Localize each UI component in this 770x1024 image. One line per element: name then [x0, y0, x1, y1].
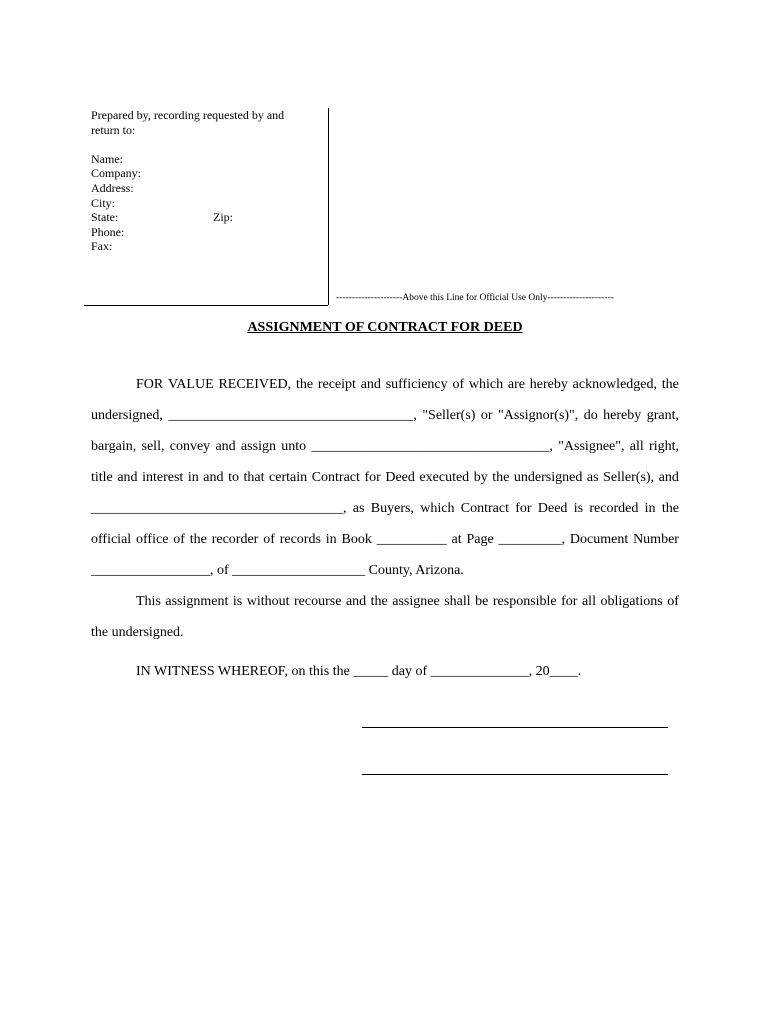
body-word: of: [173, 532, 185, 547]
body-word: and: [345, 594, 367, 609]
body-word: for: [364, 470, 381, 485]
body-word: the: [370, 594, 388, 609]
state-label: State:: [91, 210, 119, 225]
signature-line-1: [362, 727, 668, 728]
body-word: _________,: [498, 532, 566, 547]
body-word: official: [91, 532, 132, 547]
body-line-5: [91, 493, 679, 524]
body-word: without: [246, 594, 290, 609]
prepared-by-line1: Prepared by, recording requested by and: [91, 108, 285, 122]
body-word: in: [325, 532, 337, 547]
body-word: Book: [341, 532, 372, 547]
body-word: and: [658, 470, 679, 485]
body-word: all: [581, 594, 596, 609]
body-line-1: [91, 369, 679, 400]
body-word: Deed: [385, 470, 415, 485]
body-word: do: [583, 408, 598, 423]
body-word: as: [352, 501, 365, 516]
body-word: right,: [649, 439, 679, 454]
body-word: RECEIVED,: [218, 377, 292, 392]
body-line-2: [91, 400, 679, 431]
body-word: is: [573, 501, 584, 516]
official-use-note: ---------------------Above this Line for Official Use Only---------------------: [336, 293, 614, 303]
body-word: is: [232, 594, 243, 609]
body-line-3: [91, 431, 679, 462]
body-word: Number: [633, 532, 679, 547]
body-word: undersigned,: [91, 408, 163, 423]
body-word: which: [468, 377, 504, 392]
body-word: undersigned: [513, 470, 583, 485]
body-word: for: [561, 594, 578, 609]
body-word: to: [228, 470, 239, 485]
body-word: ___________________________________,: [168, 408, 417, 423]
address-label: Address:: [91, 180, 134, 195]
assignment-body: [91, 369, 679, 648]
body-word: hereby: [603, 408, 642, 423]
body-word: of: [263, 532, 275, 547]
prepared-by-line2: return to:: [91, 122, 136, 137]
body-word: records: [279, 532, 321, 547]
body-paragraph2-line-1: [91, 586, 679, 617]
body-word: title: [91, 470, 113, 485]
body-word: Buyers,: [370, 501, 414, 516]
zip-label: Zip:: [213, 210, 233, 225]
body-word: be: [475, 594, 489, 609]
body-word: hereby: [529, 377, 568, 392]
body-word: the: [295, 377, 314, 392]
body-word: "Seller(s): [422, 408, 476, 423]
name-label: Name:: [91, 151, 123, 166]
body-word: the: [189, 532, 207, 547]
body-word: as: [586, 470, 599, 485]
body-word: responsible: [492, 594, 557, 609]
body-word: recorder: [211, 532, 259, 547]
body-word: FOR: [136, 377, 164, 392]
body-line-4: [91, 462, 679, 493]
body-word: obligations: [600, 594, 663, 609]
body-word: acknowledged,: [572, 377, 657, 392]
body-word: recourse: [294, 594, 342, 609]
body-word: for: [515, 501, 532, 516]
body-word: assignee: [392, 594, 440, 609]
body-word: office: [136, 532, 169, 547]
body-word: "Assignor(s)",: [498, 408, 579, 423]
body-word: shall: [444, 594, 471, 609]
recording-info-block: [91, 108, 327, 298]
body-paragraph2-line-2: the undersigned.: [91, 625, 184, 640]
body-word: certain: [269, 470, 308, 485]
body-word: executed: [419, 470, 470, 485]
body-word: in: [644, 501, 656, 516]
body-word: assignment: [165, 594, 229, 609]
body-word: interest: [142, 470, 184, 485]
body-word: or: [480, 408, 493, 423]
body-word: Page: [466, 532, 494, 547]
state-zip-line: [91, 210, 327, 225]
witness-clause: IN WITNESS WHEREOF, on this the _____ day of ______________, 20____.: [136, 664, 582, 679]
body-word: This: [136, 594, 161, 609]
body-word: of: [452, 377, 465, 392]
body-word: the: [661, 377, 679, 392]
body-word: "Assignee",: [558, 439, 625, 454]
body-word: Seller(s),: [603, 470, 655, 485]
recording-block-vertical-divider: [328, 108, 329, 305]
body-word: at: [451, 532, 462, 547]
phone-label: Phone:: [91, 224, 125, 239]
body-word: of: [667, 594, 679, 609]
body-word: in: [187, 470, 199, 485]
body-word: which: [420, 501, 455, 516]
body-word: ____________________________________,: [91, 501, 347, 516]
body-word: sufficiency: [385, 377, 448, 392]
document-title: ASSIGNMENT OF CONTRACT FOR DEED: [247, 320, 523, 335]
body-word: Document: [569, 532, 629, 547]
body-word: Contract: [460, 501, 509, 516]
body-word: Contract: [311, 470, 360, 485]
body-word: assign: [240, 439, 276, 454]
body-word: convey: [169, 439, 211, 454]
body-word: unto: [281, 439, 307, 454]
city-label: City:: [91, 195, 116, 210]
body-word: recorded: [589, 501, 639, 516]
body-line-6: [91, 524, 679, 555]
body-word: VALUE: [168, 377, 214, 392]
body-word: the: [492, 470, 510, 485]
body-word: that: [243, 470, 265, 485]
body-word: the: [661, 501, 679, 516]
body-word: receipt: [317, 377, 356, 392]
body-word: and: [203, 470, 224, 485]
signature-line-2: [362, 774, 668, 775]
body-word: by: [473, 470, 488, 485]
fax-label: Fax:: [91, 239, 113, 254]
body-word: and: [215, 439, 236, 454]
body-word: grant,: [646, 408, 679, 423]
body-word: and: [360, 377, 381, 392]
body-word: sell,: [141, 439, 165, 454]
body-word: are: [507, 377, 525, 392]
body-word: __________________________________,: [311, 439, 553, 454]
recording-block-horizontal-divider: [84, 305, 328, 306]
body-word: and: [117, 470, 138, 485]
body-word: Deed: [537, 501, 568, 516]
company-label: Company:: [91, 166, 141, 181]
body-line-7: _________________, of ___________________ County, Arizona.: [91, 563, 464, 578]
body-word: __________: [376, 532, 447, 547]
body-word: all: [629, 439, 644, 454]
body-word: bargain,: [91, 439, 137, 454]
